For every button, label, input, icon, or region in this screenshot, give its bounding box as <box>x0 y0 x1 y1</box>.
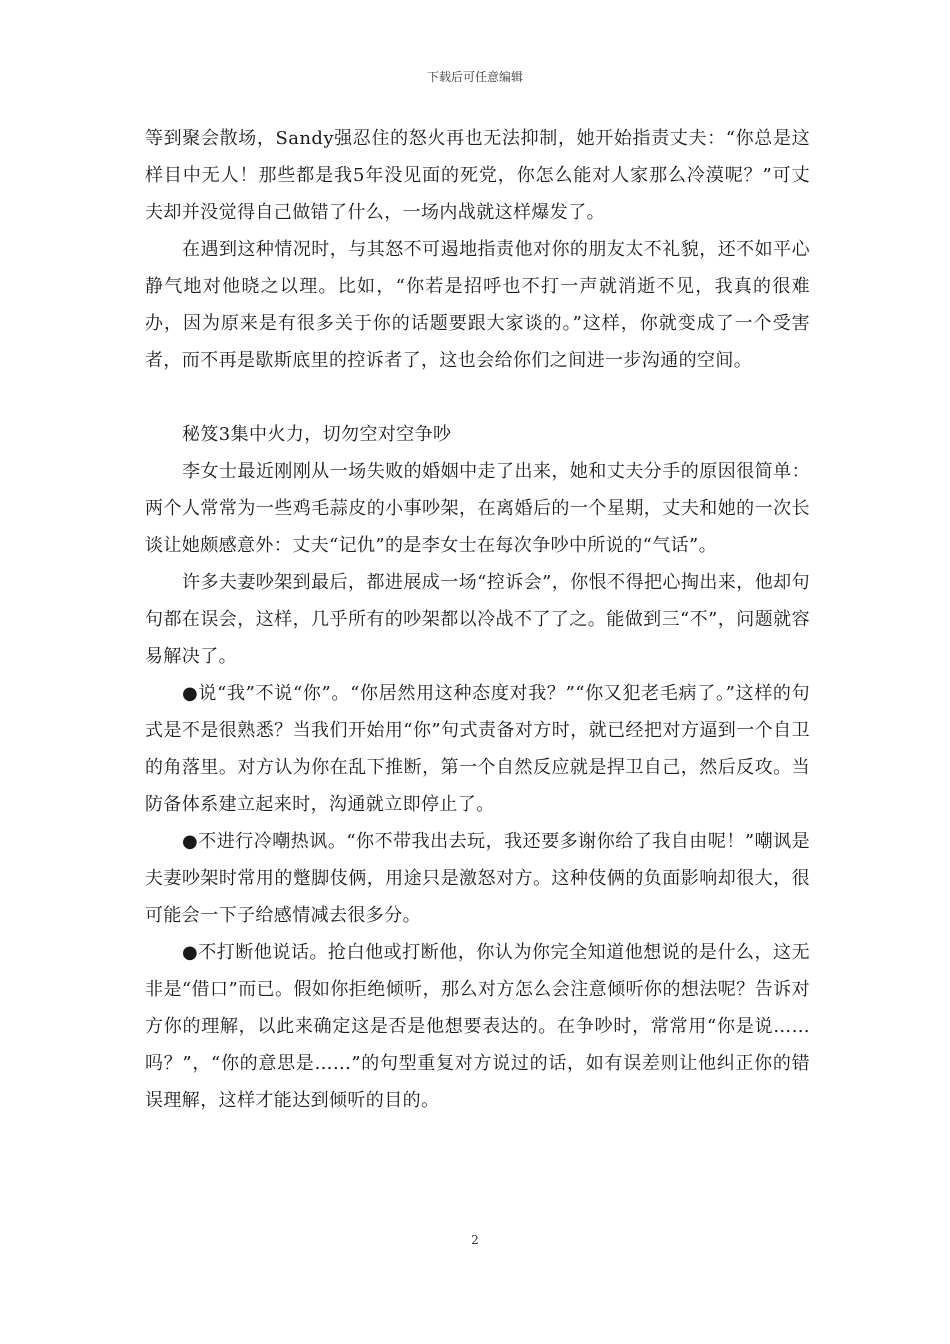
paragraph-spacer <box>145 379 810 416</box>
bullet-paragraph: ●不打断他说话。抢白他或打断他，你认为你完全知道他想说的是什么，这无非是“借口”而已。假如你拒绝倾听，那么对方怎么会注意倾听你的想法呢？告诉对方你的理解，以此来确定这是否是他想要表达的。在争吵时，常常用“你是说……吗？”，“你的意思是……”的句型重复对方说过的话，如有误差则让他纠正你的错误理解，这样才能达到倾听的目的。 <box>145 942 810 1111</box>
paragraph: 李女士最近刚刚从一场失败的婚姻中走了出来，她和丈夫分手的原因很简单：两个人常常为一些鸡毛蒜皮的小事吵架，在离婚后的一个星期，丈夫和她的一次长谈让她颇感意外：丈夫“记仇”的是李女士在每次争吵中所说的“气话”。 <box>145 461 810 556</box>
page-number: 2 <box>471 1233 479 1247</box>
paragraph: 在遇到这种情况时，与其怒不可遏地指责他对你的朋友太不礼貌，还不如平心静气地对他晓之以理。比如，“你若是招呼也不打一声就消逝不见，我真的很难办，因为原来是有很多关于你的话题要跟大家谈的。”这样，你就变成了一个受害者，而不再是歇斯底里的控诉者了，这也会给你们之间进一步沟通的空间。 <box>145 239 810 371</box>
section-heading: 秘笈3集中火力，切勿空对空争吵 <box>182 424 452 445</box>
bullet-paragraph: ●不进行冷嘲热讽。“你不带我出去玩，我还要多谢你给了我自由呢！”嘲讽是夫妻吵架时常用的蹩脚伎俩，用途只是激怒对方。这种伎俩的负面影响却很大，很可能会一下子给感情减去很多分。 <box>145 831 810 926</box>
document-body <box>145 120 810 1119</box>
bullet-paragraph: ●说“我”不说“你”。“你居然用这种态度对我？”“你又犯老毛病了。”这样的句式是不是很熟悉？当我们开始用“你”句式责备对方时，就已经把对方逼到一个自卫的角落里。对方认为你在乱下推断，第一个自然反应就是捍卫自己，然后反攻。当防备体系建立起来时，沟通就立即停止了。 <box>145 683 810 815</box>
paragraph: 等到聚会散场，Sandy强忍住的怒火再也无法抑制，她开始指责丈夫：“你总是这样目中无人！那些都是我5年没见面的死党，你怎么能对人家那么冷漠呢？”可丈夫却并没觉得自己做错了什么，一场内战就这样爆发了。 <box>145 128 810 223</box>
page-header: 下载后可任意编辑 <box>426 70 523 84</box>
paragraph: 许多夫妻吵架到最后，都进展成一场“控诉会”，你恨不得把心掏出来，他却句句都在误会，这样，几乎所有的吵架都以冷战不了了之。能做到三“不”，问题就容易解决了。 <box>145 572 810 667</box>
